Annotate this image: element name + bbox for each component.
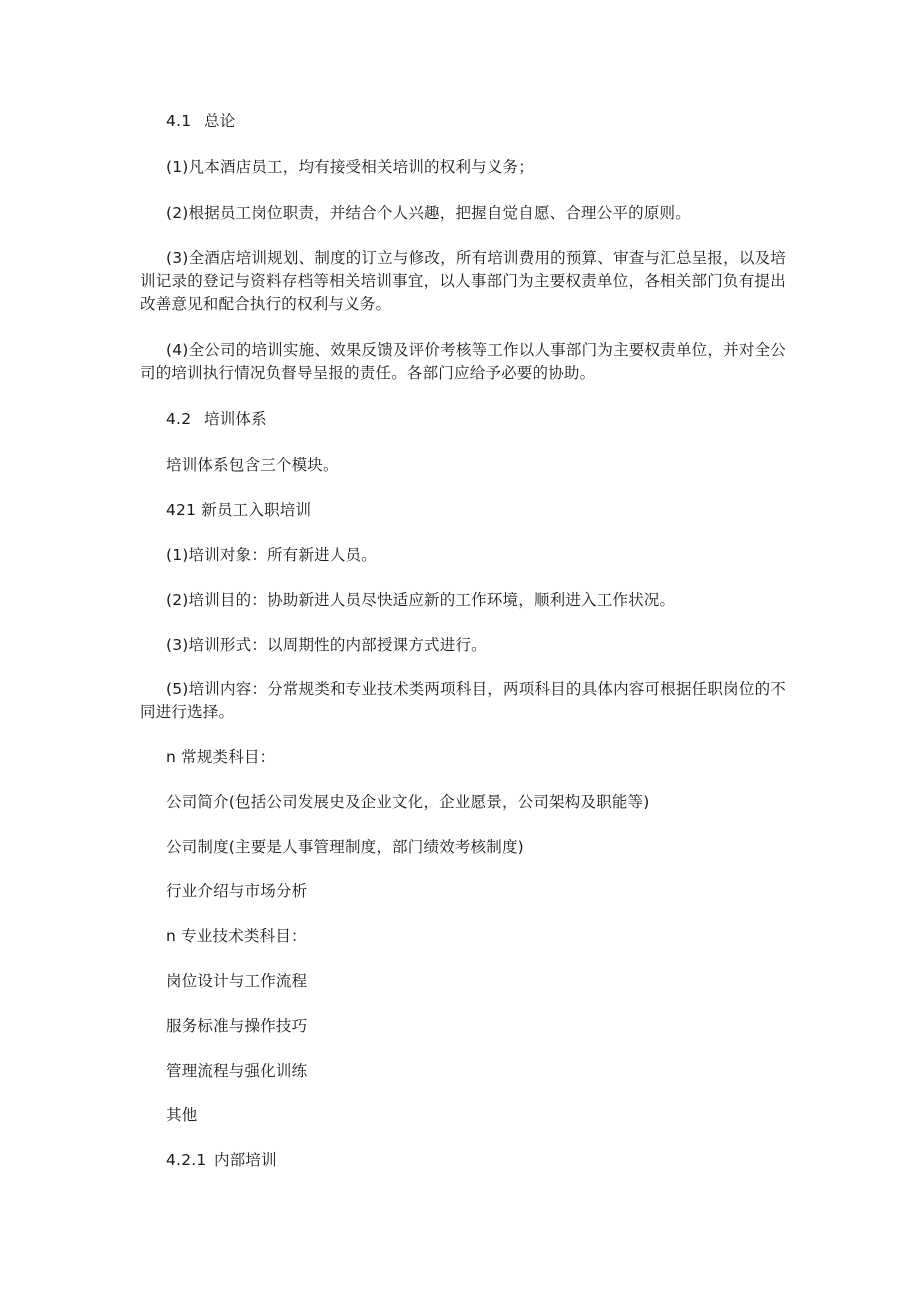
list-item: 岗位设计与工作流程	[166, 972, 308, 990]
list-item: 服务标准与操作技巧	[166, 1017, 308, 1035]
section-title: 内部培训	[214, 1151, 277, 1169]
section-number: 4.2	[166, 410, 192, 428]
section-title: 总论	[204, 112, 236, 130]
paragraph: (3)全酒店培训规划、制度的订立与修改，所有培训费用的预算、审查与汇总呈报，以及培训记录的登记与资料存档等相关培训事宜，以人事部门为主要权责单位，各相关部门负有提出改善意见和配合执行的权利与义务。	[140, 249, 786, 313]
list-item: 其他	[166, 1106, 198, 1124]
paragraph: (1)凡本酒店员工，均有接受相关培训的权利与义务；	[166, 158, 534, 176]
list-item: 行业介绍与市场分析	[166, 882, 308, 900]
section-heading-4-2	[166, 408, 267, 430]
subsection-heading: 421 新员工入职培训	[166, 501, 312, 519]
section-heading-4-2-1	[166, 1149, 277, 1171]
paragraph: (5)培训内容：分常规类和专业技术类两项科目，两项科目的具体内容可根据任职岗位的不同进行选择。	[140, 680, 786, 721]
section-title: 培训体系	[204, 410, 267, 428]
paragraph: (1)培训对象：所有新进人员。	[166, 546, 377, 564]
paragraph: (3)培训形式：以周期性的内部授课方式进行。	[166, 636, 487, 654]
list-item: 公司制度(主要是人事管理制度，部门绩效考核制度)	[166, 838, 524, 856]
paragraph: 培训体系包含三个模块。	[166, 456, 339, 474]
paragraph: (4)全公司的培训实施、效果反馈及评价考核等工作以人事部门为主要权责单位，并对全公司的培训执行情况负督导呈报的责任。各部门应给予必要的协助。	[140, 341, 786, 382]
section-number: 4.2.1	[166, 1151, 207, 1169]
list-heading: n 专业技术类科目：	[166, 927, 307, 945]
list-heading: n 常规类科目：	[166, 748, 276, 766]
paragraph: (2)培训目的：协助新进人员尽快适应新的工作环境，顺利进入工作状况。	[166, 591, 676, 609]
paragraph: (2)根据员工岗位职责，并结合个人兴趣，把握自觉自愿、合理公平的原则。	[166, 204, 691, 222]
list-item: 公司简介(包括公司发展史及企业文化，企业愿景，公司架构及职能等)	[166, 793, 650, 811]
section-number: 4.1	[166, 112, 192, 130]
list-item: 管理流程与强化训练	[166, 1062, 308, 1080]
section-heading-4-1	[166, 110, 235, 132]
